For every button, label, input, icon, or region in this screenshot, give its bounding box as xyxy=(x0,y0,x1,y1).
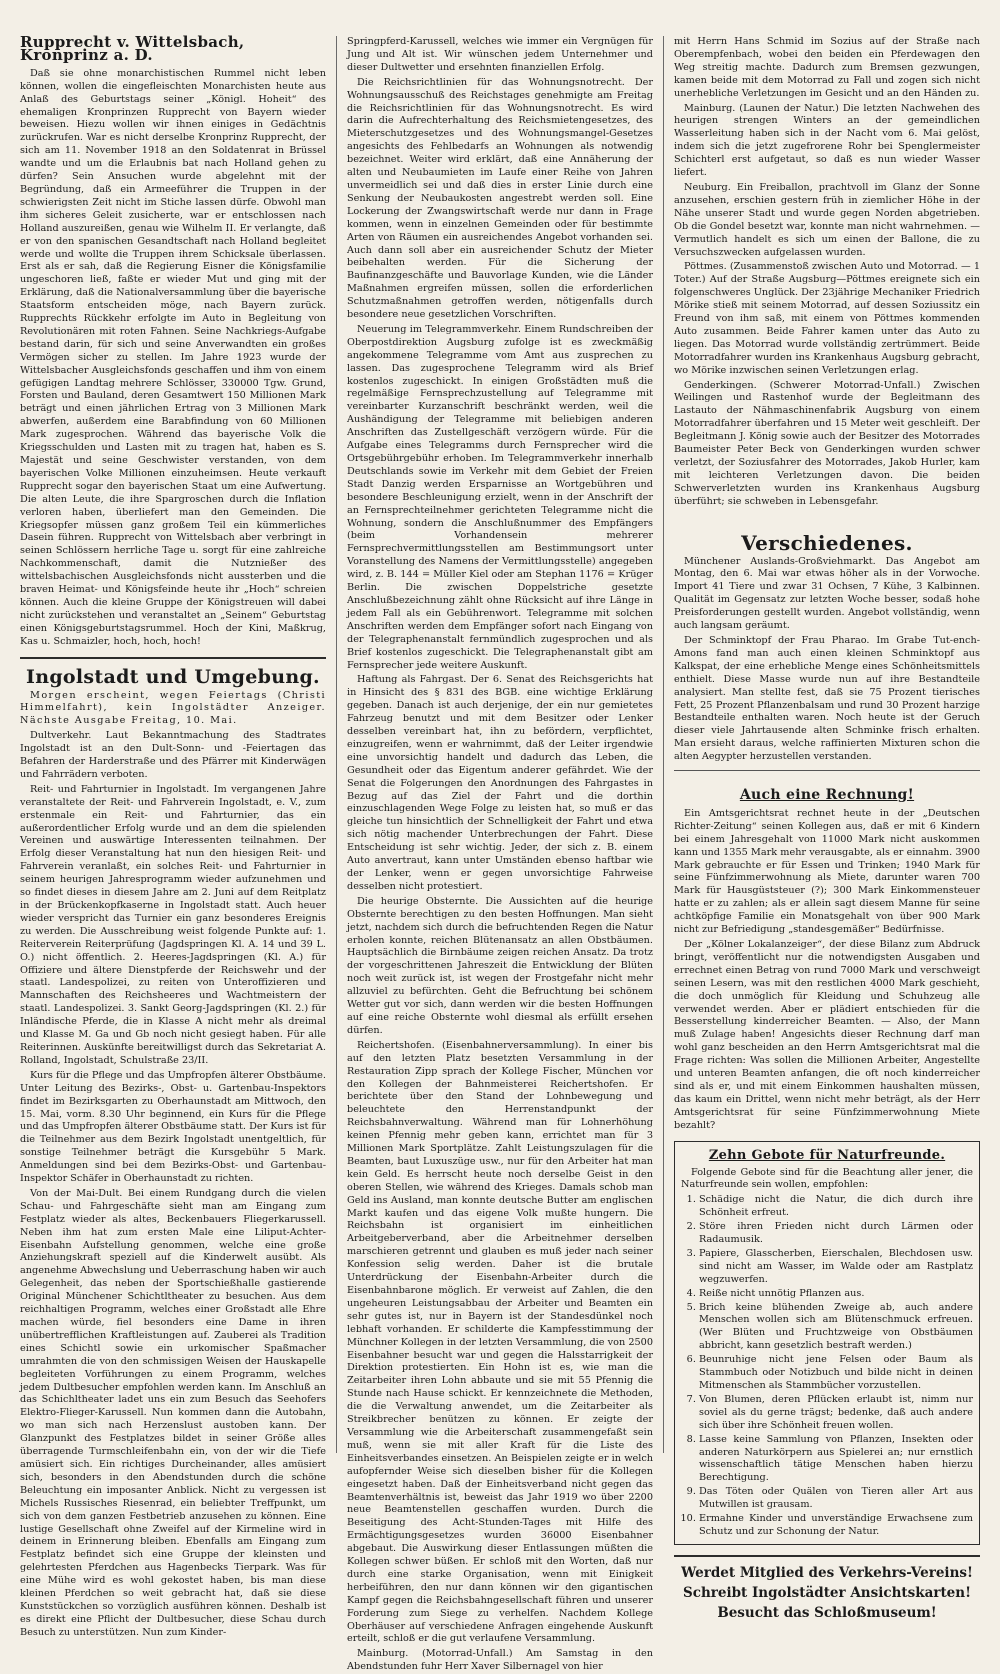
article-paragraph: Mainburg. (Motorrad-Unfall.) Am Samstag in den Abendstunden fuhr Herr Xaver Silbernagel von hier xyxy=(347,1648,653,1673)
article-paragraph: mit Herrn Hans Schmid im Sozius auf der Straße nach Oberempfenbach, wobei den beiden ein Pferdewagen den Weg streitig machte. Dadurch zum Bremsen gezwungen, kamen beide mit dem Motorrad zu Fall und zogen sich nicht unerhebliche Verletzungen im Gesicht und an den Händen zu. xyxy=(674,36,980,99)
list-item: 8. Lasse keine Sammlung von Pflanzen, Insekten oder anderen Naturkörpern aus Spielerei an; nur ernstlich wissenschaftlich tätige Menschen haben hierzu Berechtigung. xyxy=(699,1434,973,1486)
list-item: 9. Das Töten oder Quälen von Tieren aller Art aus Mutwillen ist grausam. xyxy=(699,1486,973,1512)
article-paragraph: Die Reichsrichtlinien für das Wohnungsnotrecht. Der Wohnungsausschuß des Reichstages genehmigte am Freitag die Reichsrichtlinien für das Wohnungsnotrecht. Es wird darin die Aufrechterhaltung des Reichsmietengesetzes, des Mieterschutzgesetzes und des Wohnungsmangel-Gesetzes angesichts des Fehlbedarfs an Wohnungen als notwendig bezeichnet. Weiter wird erklärt, daß eine Annäherung der alten und Neubaumieten im Laufe einer Reihe von Jahren unvermeidlich sei und daß dies in erster Linie durch eine Senkung der Neubaukosten angestrebt werden soll. Eine Lockerung der Zwangswirtschaft werde nur dann in Frage kommen, wenn in einzelnen Gemeinden oder für bestimmte Arten von Räumen ein ausreichendes Angebot vorhanden sei. Auch dann soll aber ein ausreichender Schutz der Mieter beibehalten werden. Für die Sicherung der Baufinanzgeschäfte und Bauvorlage Kunden, wie die Länder Maßnahmen ergreifen müssen, sollen die erforderlichen Schutzmaßnahmen getroffen werden, nötigenfalls durch besondere neue gesetzlichen Vorschriften. xyxy=(347,76,653,321)
column-2 xyxy=(336,36,653,1673)
ad-line: Werdet Mitglied des Verkehrs-Vereins! xyxy=(681,1564,973,1581)
article-paragraph: Pöttmes. (Zusammenstoß zwischen Auto und Motorrad. — 1 Toter.) Auf der Straße Augsburg—Pöttmes ereignete sich ein folgenschweres Unglück. Der 23jährige Mechaniker Friedrich Mörike stieß mit seinem Motorrad, auf dessen Soziussitz ein Freund von ihm saß, mit einem von Pöttmes kommenden Auto zusammen. Beide Fahrer kamen unter das Auto zu liegen. Das Motorrad wurde vollständig zertrümmert. Beide Motorradfahrer wurden ins Krankenhaus Augsburg gebracht, wo Mörike inzwischen seinen Verletzungen erlag. xyxy=(674,261,980,376)
naturfreunde-box xyxy=(674,1141,980,1545)
article-paragraph: Reichertshofen. (Eisenbahnerversammlung). In einer bis auf den letzten Platz besetzten Versammlung in der Restauration Zipp sprach der Kollege Fischer, München vor den Kollegen der Bahnmeisterei Reichertshofen. Er berichtete über den Stand der Lohnbewegung und beleuchtete den Herrenstandpunkt der Reichsbahnverwaltung. Während man für Lohnerhöhung keinen Pfennig mehr geben kann, errichtet man für 3 Millionen Mark Sportplätze. Zahlt Leistungszulagen für die Beamten, baut Luxuszüge usw., nur für den Arbeiter hat man kein Geld. Es herrscht heute noch derselbe Geist in den oberen Stellen, wie während des Krieges. Damals schob man Geld ins Ausland, man konnte deutsche Butter am englischen Markt kaufen und das eigene Volk mußte hungern. Die Reichsbahn ist organisiert im einheitlichen Arbeitgeberverband, aber die Arbeitnehmer derselben marschieren getrennt und glauben es muß jeder nach seiner Konfession selig werden. Daher ist die brutale Unterdrückung der Eisenbahn-Arbeiter durch die Eisenbahnbarone möglich. Er verweist auf Zahlen, die den ungeheuren Leistungsabbau der Arbeiter und Beamten ein sehr gutes ist, nur in Bayern ist der Standesdünkel noch lebhaft vorhanden. Er schilderte die Kampfesstimmung der Münchner Kollegen in der letzten Versammlung, die von 2500 Eisenbahner besucht war und gegen die Halsstarrigkeit der Direktion protestierten. Ein Hohn ist es, wie man die Zeitarbeiter ihren Lohn abbaute und sie mit 55 Pfennig die Stunde nach Hause schickt. Er kennzeichnete die Methoden, die die Verwaltung anwendet, um die Zeitarbeiter als Streikbrecher benützen zu können. Er zeigte der Versammlung wie die Arbeiterschaft zusammengefaßt sein muß, wenn sie mit aller Kraft für die Liste des Einheitsverbandes einsetzen. An Beispielen zeigte er in welch aufopfernder Weise sich dieselben bisher für die Kollegen eingesetzt haben. Daß der Einheitsverband nicht gegen das Beamtenverhältnis ist, beweist das Jahr 1919 wo über 2200 neue Beamtenstellen geschaffen wurden. Durch die Beseitigung des Acht-Stunden-Tages mit Hilfe des Ermächtigungsgesetzes wurden 36000 Eisenbahner abgebaut. Die Auswirkung dieser Entlassungen müßten die Kollegen schwer büßen. Er schloß mit den Worten, daß nur durch eine starke Organisation, wenn mit Einigkeit herbeiführen, den nur dann können wir den gigantischen Kampf gegen die Reichsbahngesellschaft führen und unserer Forderung zum Siege zu verhelfen. Nachdem Kollege Oberhäuser auf verschiedene Anfragen eingehende Auskunft erteilt, schloß er die gut verlaufene Versammlung. xyxy=(347,1039,653,1645)
ruprecht-article xyxy=(20,68,326,649)
article-paragraph: Die heurige Obsternte. Die Aussichten auf die heurige Obsternte berechtigen zu den besten Hoffnungen. Man sieht jetzt, nachdem sich durch die befruchtenden Regen die Natur erholen konnte, reichen Blütenansatz an allen Obstbäumen. Hauptsächlich die Birnbäume zeigen reichen Ansatz. Da trotz der vorgeschrittenen Jahreszeit die Entwicklung der Blüten noch weit zurück ist, ist wegen der Frostgefahr nicht mehr allzuviel zu befürchten. Geht die Befruchtung bei schönem Wetter gut vor sich, dann werden wir die besten Hoffnungen auf eine reiche Obsternte wohl diesmal als erfüllt ersehen dürfen. xyxy=(347,895,653,1036)
list-item: 2. Störe ihren Frieden nicht durch Lärmen oder Radaumusik. xyxy=(699,1221,973,1247)
list-item: 6. Beunruhige nicht jene Felsen oder Baum als Stammbuch oder Notizbuch und bilde nicht in deinen Mitmenschen als Stammbücher vorzustellen. xyxy=(699,1354,973,1393)
article-paragraph: Reit- und Fahrturnier in Ingolstadt. Im vergangenen Jahre veranstaltete der Reit- und Fahrverein Ingolstadt, e. V., zum erstenmale ein Reit- und Fahrturnier, das ein außerordentlicher Erfolg wurde und an dem die spielenden Vereinen und auswärtige Interessenten teilnahmen. Der Erfolg dieser Veranstaltung hat nun den hiesigen Reit- und Fahrverein veranlaßt, ein solches Reit- und Fahrturnier in seinem heurigen Jahresprogramm wieder aufzunehmen und so findet dieses in diesem Jahre am 2. Juni auf dem Reitplatz in der Brückenkopfkaserne in Ingolstadt statt. Auch heuer wieder verspricht das Turnier ein ganz besonderes Ereignis zu werden. Die Ausschreibung weist folgende Punkte auf: 1. Reiterverein Reiterprüfung (Jagdspringen Kl. A. 14 und 39 L. O.) nicht öffentlich. 2. Heeres-Jagdspringen (Kl. A.) für Offiziere und ältere Dienstpferde der Reichswehr und der staatl. Landespolizei, zu reiten von Unteroffizieren und Mannschaften des Reichsheeres und Wachtmeistern der staatl. Landespolizei. 3. Sankt Georg-Jagdspringen (Kl. 2.) für Inländische Pferde, die in Klasse A nicht mehr als dreimal und Klasse M. Ga und Gb noch nicht gesiegt haben. Für alle Reiterinnen. Auskünfte bereitwilligst durch das Sekretariat A. Rolland, Ingolstadt, Schulstraße 23/II. xyxy=(20,783,326,1066)
article-paragraph: Genderkingen. (Schwerer Motorrad-Unfall.) Zwischen Weilingen und Rastenhof wurde der Begleitmann des Lastauto der Nähmaschinenfabrik Augsburg von einem Motorradfahrer überfahren und 15 Meter weit geschleift. Der Begleitmann J. König sowie auch der Besitzer des Motorrades Baumeister Peter Beck von Genderkingen wurden schwer verletzt, der Soziusfahrer des Motorrades, Jakob Hurler, kam mit leichteren Verletzungen davon. Die beiden Schwerverletzten wurden ins Krankenhaus Augsburg überführt; sie schweben in Lebensgefahr. xyxy=(674,379,980,507)
headline-ruprecht: Rupprecht v. Wittelsbach, Kronprinz a. D. xyxy=(20,33,245,64)
article-paragraph: Kurs für die Pflege und das Umpfropfen älterer Obstbäume. Unter Leitung des Bezirks-, Obst- u. Gartenbau-Inspektors findet im Bezirksgarten zu Oberhaunstadt am Mittwoch, den 15. Mai, vorm. 8.30 Uhr beginnend, ein Kurs für die Pflege und das Umpfropfen älterer Obstbäume statt. Der Kurs ist für die Teilnehmer aus dem Bezirk Ingolstadt unentgeltlich, für sonstige Teilnehmer beträgt die Kursgebühr 5 Mark. Anmeldungen sind bei dem Bezirks-Obst- und Gartenbau-Inspektor Schäfer in Oberhaunstadt zu richten. xyxy=(20,1069,326,1185)
ad-line: Schreibt Ingolstädter Ansichtskarten! xyxy=(682,1584,972,1601)
headline-verschiedenes: Verschiedenes. xyxy=(741,530,913,555)
verkehrsverein-ad xyxy=(674,1555,980,1623)
list-item: 7. Von Blumen, deren Pflücken erlaubt ist, nimm nur soviel als du gerne trägst; bedenke, daß auch andere sich über ihre Schönheit freuen wollen. xyxy=(699,1394,973,1433)
article-paragraph: Neuburg. Ein Freiballon, prachtvoll im Glanz der Sonne anzusehen, erschien gestern früh in ziemlicher Höhe in der Nähe unserer Stadt und wurde gegen Norden abgetrieben. Ob die Gondel besetzt war, konnte man nicht wahrnehmen. — Vermutlich handelt es sich um einen der Ballone, die zu Versuchszwecken aufgelassen wurden. xyxy=(674,181,980,258)
article-paragraph: Daß sie ohne monarchistischen Rummel nicht leben können, wollen die eingefleischten Monarchisten heute aus Anlaß des Geburtstags seiner „Königl. Hoheit“ des ehemaligen Kronprinzen Rupprecht von Bayern wieder beweisen. Hiezu wollen wir ihnen einiges in Gedächtnis zurückrufen. War es nicht derselbe Kronprinz Rupprecht, der sich am 11. November 1918 an den Soldatenrat in Brüssel wandte und um die Erlaubnis bat nach Holland gehen zu dürfen? Sein Ansuchen wurde abgelehnt mit der Begründung, daß ein Armeeführer die Truppen in der schwierigsten Zeit nicht im Stiche lassen dürfe. Obwohl man ihm sicheres Geleit zusicherte, war er entschlossen nach Holland auszureißen, genau wie Wilhelm II. Er verlangte, daß er von den spanischen Gesandtschaft nach Holland begleitet werde und wollte die Truppen ihrem Schicksale überlassen. Erst als er sah, daß die Regierung Eisner die Königsfamilie ungeschoren ließ, faßte er wieder Mut und ging mit der Erklärung, daß die Nationalversammlung über die bayerische Staatsform entscheiden möge, nach Bayern zurück. Rupprechts Rückkehr erfolgte im Auto in Begleitung von Revolutionären mit roten Fahnen. Seine Nachkriegs-Aufgabe bestand darin, für sich und seine Anverwandten ein großes Vermögen sicher zu stellen. Im Jahre 1923 wurde der Wittelsbacher Ausgleichsfonds geschaffen und ihm von einem gefügigen Landtag mehrere Schlösser, 330000 Tgw. Grund, Forsten und Bauland, deren Gesamtwert 150 Millionen Mark beträgt und einen jährlichen Ertrag von 3 Millionen Mark abwerfen, außerdem eine Barabfindung von 60 Millionen Mark zugesprochen. Während das bayerische Volk die Kriegsschulden und Lasten mit zu tragen hat, haben es S. Majestät und seine Geschwister verstanden, von dem bayerischen Volke Millionen einzuheimsen. Heute verkauft Rupprecht sogar den bayerischen Staat um eine Aufwertung. Die alten Leute, die ihre Spargroschen durch die Inflation verloren haben, überliefert man den Gemeinden. Die Kriegsopfer müssen ganz großem Teil ein kümmerliches Dasein führen. Rupprecht von Wittelsbach aber verbringt in seinen Schlössern herrliche Tage u. sorgt für eine zahlreiche Nachkommenschaft, damit die Nutznießer des wittelsbachischen Ausgleichsfonds nicht aussterben und die braven Heimat- und Königsfeinde heute ihr „Hoch“ schreien können. Auch die kleine Gruppe der Königstreuen will dabei nicht zurückstehen und veranstaltet an „Seinem“ Geburtstag einen Königsgeburtstagsrummel. Hoch der Kini, Maßkrug, Kas u. Schmaizler, hoch, hoch, hoch! xyxy=(20,67,326,647)
article-paragraph: Der Schminktopf der Frau Pharao. Im Grabe Tut-ench-Amons fand man auch einen kleinen Schminktopf aus Kalkspat, der eine erhebliche Menge eines Schönheitsmittels enthielt. Diese Masse wurde nun auf ihre Bestandteile analysiert. Man stellte fest, daß sie 75 Prozent tierisches Fett, 25 Prozent Pflanzenbalsam und rund 30 Prozent harzige Bestandteile enthalten waren. Noch heute ist der Geruch dieser viele Jahrtausende alten Schminke frisch erhalten. Man ersieht daraus, welche raffinierten Mixturen schon die alten Aegypter herzustellen verstanden. xyxy=(674,634,980,763)
article-paragraph: Münchener Auslands-Großviehmarkt. Das Angebot am Montag, den 6. Mai war etwas höher als in der Vorwoche. Import 41 Tiere und zwar 31 Ochsen, 7 Kühe, 3 Kalbinnen. Qualität im Gegensatz zur letzten Woche besser, sodaß hohe Preisforderungen gestellt wurden. Angebot vollständig, wenn auch langsam geräumt. xyxy=(674,555,980,632)
article-paragraph: Neuerung im Telegrammverkehr. Einem Rundschreiben der Oberpostdirektion Augsburg zufolge ist es zweckmäßig angekommene Telegramme vom Amt aus zusprechen zu lassen. Das zugesprochene Telegramm wird als Brief kostenlos zugeschickt. In einigen Großstädten muß die regelmäßige Fernsprechzustellung auf Telegramme mit vereinbarter Kurzanschrift beschränkt werden, weil die Aushändigung der Telegramme mit beliebigen anderen Anschriften das Zustellgeschäft verzögern würde. Für die Aufgabe eines Telegramms durch Fernsprecher wird die Ortsgebührgebühr erhoben. Im Telegrammverkehr innerhalb Deutschlands sowie im Verkehr mit dem Gebiet der Freien Stadt Danzig werden Ersparnisse an Wortgebühren und besondere Beschleunigung erzielt, wenn in der Anschrift der an Fernsprechteilnehmer gerichteten Telegramme nicht die Wohnung, sondern die Anschlußnummer des Empfängers (beim Vorhandensein mehrerer Fernsprechvermittlungsstellen am Bestimmungsort unter Voranstellung des Namens der Vermittlungsstelle) angegeben wird, z. B. 144 = Müller Kiel oder am Stephan 1176 = Krüger Berlin. Die zwischen Doppelstriche gesetzte Anschlußbezeichnung zählt ohne Rücksicht auf ihre Länge in jedem Fall als ein Gebührenwort. Telegramme mit solchen Anschriften werden dem Empfänger sofort nach Eingang von der Telegraphenanstalt fernmündlich zugesprochen und als Brief kostenlos zugeschickt. Die Telegraphenanstalt gibt am Fernsprecher jede weitere Auskunft. xyxy=(347,323,653,671)
article-paragraph: Dultverkehr. Laut Bekanntmachung des Stadtrates Ingolstadt ist an den Dult-Sonn- und -Feiertagen das Befahren der Harderstraße und des Pfärrer mit Kinderwägen und Fahrrädern verboten. xyxy=(20,730,326,780)
list-item: 5. Brich keine blühenden Zweige ab, auch andere Menschen wollen sich am Blütenschmuck erfreuen. (Wer Blüten und Fruchtzweige von Obstbäumen abbricht, kann gesetzlich bestraft werden.) xyxy=(699,1302,973,1354)
list-item: 1. Schädige nicht die Natur, die dich durch ihre Schönheit erfreut. xyxy=(699,1194,973,1220)
column-1 xyxy=(20,33,326,1638)
ingolstadt-section xyxy=(20,690,326,1640)
list-item: 10. Ermahne Kinder und unverständige Erwachsene zum Schutz und zur Schonung der Natur. xyxy=(699,1513,973,1539)
notice-paragraph: Morgen erscheint, wegen Feiertags (Christi Himmelfahrt), kein Ingolstädter Anzeiger. Nächste Ausgabe Freitag, 10. Mai. xyxy=(20,689,326,727)
article-paragraph: Der „Kölner Lokalanzeiger“, der diese Bilanz zum Abdruck bringt, veröffentlicht nur die notwendigsten Ausgaben und errechnet einen Betrag von rund 7000 Mark und verschweigt seinen Lesern, was mit den restlichen 4000 Mark geschieht, die doch unmöglich für Kleidung und Schuhzeug alle verwendet werden. Aber er plädiert entschieden für die Besserstellung kinderreicher Beamten. — Also, der Mann muß Zulage haben! Angesichts dieser Rechnung darf man wohl ganz bescheiden an den Herrn Amtsgerichtsrat mal die Frage richten: Was sollen die Millionen Arbeiter, Angestellte und unteren Beamten anfangen, die oft noch kinderreicher sind als er, und mit einem Einkommen haushalten müssen, das kaum ein Drittel, wenn nicht mehr beträgt, als der Herr Amtsgerichtsrat für seine Fünfzimmerwohnung Miete bezahlt? xyxy=(674,939,980,1131)
headline-ingolstadt: Ingolstadt und Umgebung. xyxy=(26,665,320,688)
section-divider xyxy=(674,770,980,771)
article-paragraph: Von der Mai-Dult. Bei einem Rundgang durch die vielen Schau- und Fahrgeschäfte sieht man am Eingang zum Festplatz wieder als altes, Beckenbauers Fliegerkarussell. Neben ihm hat zum ersten Male eine Liliput-Achter-Eisenbahn Aufstellung genommen, welche eine große Anziehungskraft speziell auf die Kinderwelt ausübt. Als angenehme Abwechslung und Ueberraschung haben wir auch Gelegenheit, das neben der Sportschießhalle gastierende Original Münchener Schichtltheater zu besuchen. Aus dem reichhaltigen Programm, welches einer Großstadt alle Ehre machen würde, fiel besonders eine Dame in ihren unübertrefflichen Kraftleistungen auf. Zauberei als Tradition eines Schichtl sowie ein urkomischer Spaßmacher umrahmten die von den schmissigen Weisen der Hauskapelle begleiteten Vorführungen zu einem Programm, welches jedem Dultbesucher empfohlen werden kann. Im Anschluß an das Schichltheater ladet uns ein zum Besuch das Seehofers Elektro-Flieger-Karussell. Nun kommen dann die Autobahn, wo man sich nach Herzenslust austoben kann. Der Glanzpunkt des Festplatzes bildet in seiner Größe alles überragende Turmschleifenbahn ein, von der wir die Tiefe amüsiert sich. Ein richtiges Durcheinander, alles amüsiert sich, besonders in den Abendstunden durch die schöne Beleuchtung ein imposanter Anblick. Nicht zu vergessen ist Michels Russisches Riesenrad, ein beliebter Treffpunkt, um sich von dem ganzen Festbetrieb anzusehen zu können. Eine lustige Gesellschaft ohne Zweifel auf der Kirmeline wird in deinem in Erinnerung bleiben. Ebenfalls am Eingang zum Festplatz befindet sich eine Gruppe der kleinsten und gelehrtesten Pferdchen aus Hagenbecks Tierpark. Was für eine Mühe wird es wohl gekostet haben, bis man diese kleinen Pferdchen so weit gebracht hat, daß sie diese Kunststückchen so vorzüglich ausführen können. Deshalb ist es direkt eine Pflicht der Dultbesucher, diese Schau durch Besuch zu unterstützen. Nun zum Kinder- xyxy=(20,1187,326,1638)
column-3 xyxy=(663,36,980,1621)
article-paragraph: Haftung als Fahrgast. Der 6. Senat des Reichsgerichts hat in Hinsicht des § 831 des BGB. eine wichtige Erklärung gegeben. Danach ist auch derjenige, der ein nur gemietetes Fahrzeug benutzt und mit dem Besitzer oder Lenker desselben vereinbart hat, ihn zu befördern, verpflichtet, einzugreifen, wenn er wahrnimmt, daß der Leiter irgendwie eine unvorsichtig handelt und dadurch das Leben, die Gesundheit oder das Eigentum anderer gefährdet. Wie der Senat die Folgerungen den Anordnungen des Fahrgastes in Bezug auf das Ziel der Fahrt und die dorthin einzuschlagenden Wege Folge zu leisten hat, so muß er das gleiche tun hinsichtlich der Schnelligkeit der Fahrt und etwa sich nötig machender Unterbrechungen der Fahrt. Diese Entscheidung ist sehr wichtig. Jeder, der sich z. B. einem Auto anvertraut, kann unter Umständen ebenso haftbar wie der Lenker, wenn er gegen unvorsichtige Fahrweise desselben nicht protestiert. xyxy=(347,674,653,892)
gebote-list xyxy=(681,1194,973,1539)
section-divider xyxy=(20,657,326,659)
gebote-intro: Folgende Gebote sind für die Beachtung aller jener, die Naturfreunde sein wollen, empfohlen: xyxy=(681,1166,973,1191)
list-item: 3. Papiere, Glasscherben, Eierschalen, Blechdosen usw. sind nicht am Wasser, im Walde oder am Rastplatz wegzuwerfen. xyxy=(699,1248,973,1287)
list-item: 4. Reiße nicht unnötig Pflanzen aus. xyxy=(699,1288,973,1301)
article-paragraph: Springpferd-Karussell, welches wie immer ein Vergnügen für Jung und Alt ist. Wir wünschen jedem Unternehmer und dieser Dultwetter und ersehnten finanziellen Erfolg. xyxy=(347,36,653,73)
article-paragraph: Mainburg. (Launen der Natur.) Die letzten Nachwehen des heurigen strengen Winters an der gemeindlichen Wasserleitung haben sich in der Nacht vom 6. Mai gelöst, indem sich die jetzt zugefrorene Rohr bei Spenglermeister Schichterl erst aufgetaut, so daß es nun wieder Wasser liefert. xyxy=(674,102,980,179)
headline-rechnung: Auch eine Rechnung! xyxy=(739,787,915,804)
article-paragraph: Ein Amtsgerichtsrat rechnet heute in der „Deutschen Richter-Zeitung“ seinen Kollegen aus, daß er mit 6 Kindern bei einem Jahresgehalt von 11000 Mark nicht auskommen kann und 1355 Mark mehr verausgabte, als er einnahm. 3900 Mark gebrauchte er für Essen und Trinken; 1940 Mark für seine Fünfzimmerwohnung als Miete, darunter waren 700 Mark für Hausgüststeuer (?); 300 Mark Einkommensteuer hatte er zu zahlen; als er allein sagt diesem Manne für seine achtköpfige Familie ein Monatsgehalt von über 900 Mark nicht zur Befriedigung „standesgemäßer“ Bedürfnisse. xyxy=(674,807,980,936)
columns xyxy=(20,33,980,1673)
headline-gebote: Zehn Gebote für Naturfreunde. xyxy=(708,1147,946,1163)
ad-line: Besucht das Schloßmuseum! xyxy=(717,1604,937,1621)
